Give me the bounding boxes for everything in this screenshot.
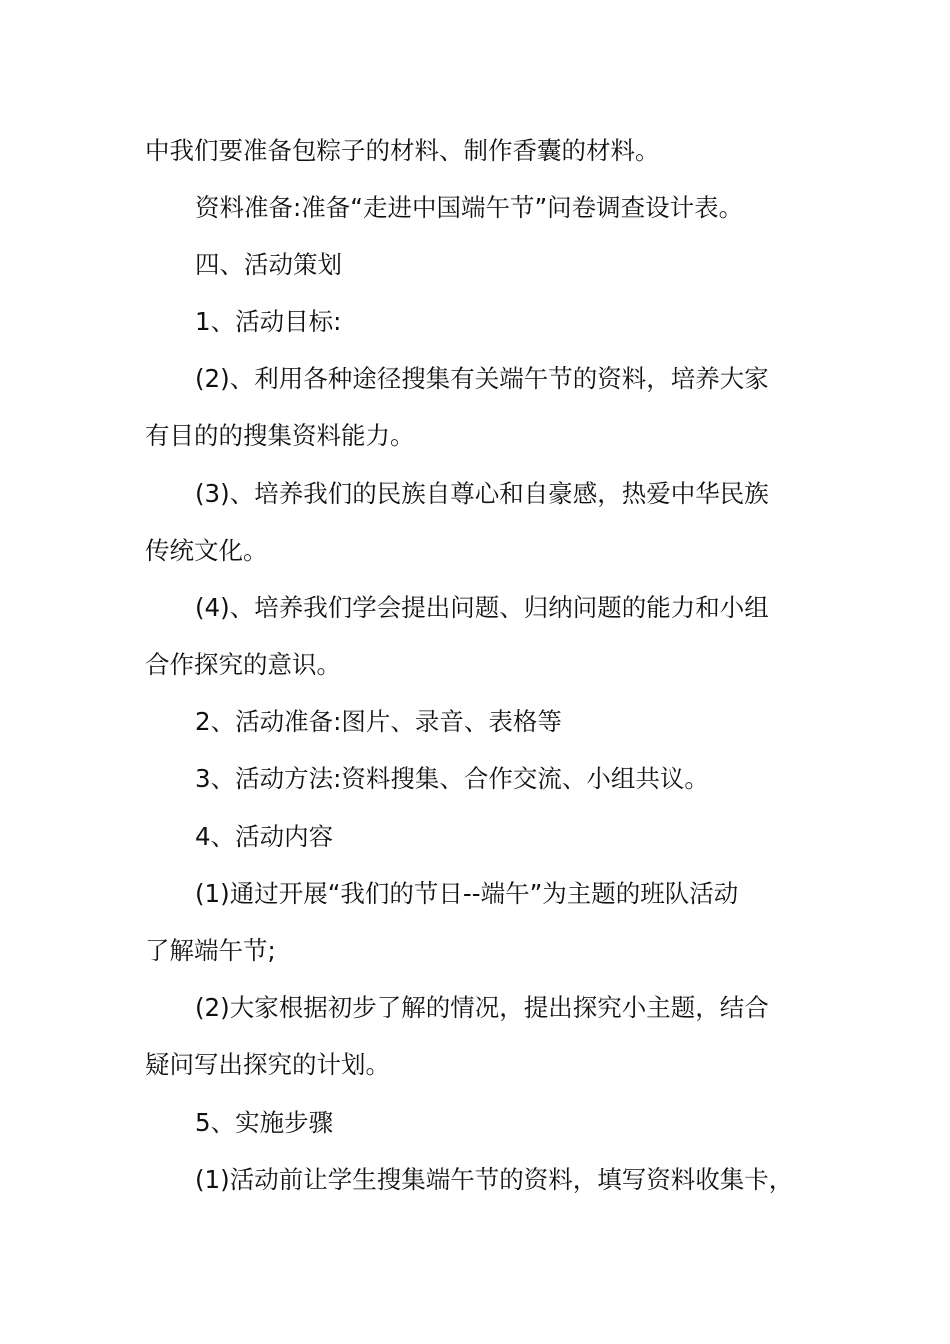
subsection-heading: 5、实施步骤: [195, 1108, 334, 1137]
text-line: (4)、培养我们学会提出问题、归纳问题的能力和小组: [195, 593, 769, 622]
section-heading: 四、活动策划: [195, 250, 342, 279]
text-line: 了解端午节;: [145, 936, 276, 965]
subsection-heading: 3、活动方法:资料搜集、合作交流、小组共议。: [195, 764, 709, 793]
text-line: 资料准备:准备“走进中国端午节”问卷调查设计表。: [195, 193, 744, 222]
text-line: 疑问写出探究的计划。: [145, 1050, 390, 1079]
subsection-heading: 4、活动内容: [195, 822, 334, 851]
subsection-heading: 2、活动准备:图片、录音、表格等: [195, 707, 562, 736]
text-line: 有目的的搜集资料能力。: [145, 421, 415, 450]
text-line: (2)大家根据初步了解的情况，提出探究小主题，结合: [195, 993, 769, 1022]
text-line: (2)、利用各种途径搜集有关端午节的资料，培养大家: [195, 364, 769, 393]
text-line: 合作探究的意识。: [145, 650, 341, 679]
subsection-heading: 1、活动目标:: [195, 307, 342, 336]
text-line: (1)通过开展“我们的节日--端午”为主题的班队活动: [195, 879, 739, 908]
text-line: (1)活动前让学生搜集端午节的资料，填写资料收集卡，: [195, 1165, 794, 1194]
text-line: (3)、培养我们的民族自尊心和自豪感，热爱中华民族: [195, 479, 769, 508]
text-line: 传统文化。: [145, 536, 268, 565]
text-line: 中我们要准备包粽子的材料、制作香囊的材料。: [145, 136, 660, 165]
